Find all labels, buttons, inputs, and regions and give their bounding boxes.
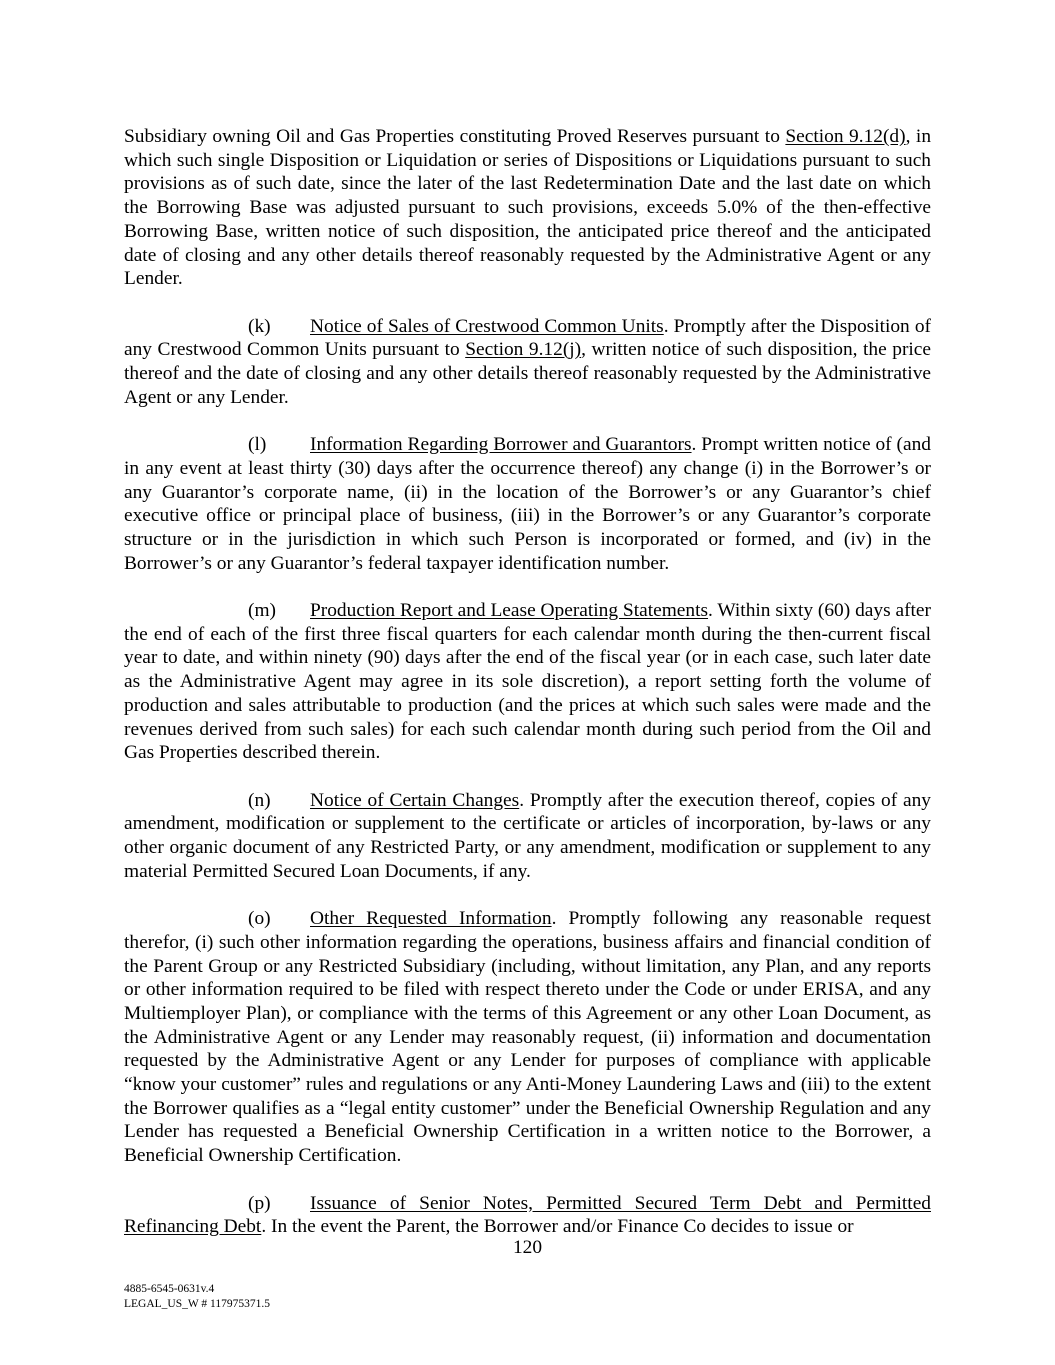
document-body — [124, 125, 931, 1263]
paragraph-m — [124, 599, 931, 765]
clause-label: (m) — [248, 600, 276, 622]
paragraph-o — [124, 907, 931, 1168]
paragraph-text: Subsidiary owning Oil and Gas Properties constituting Proved Reserves pursuant to — [124, 126, 786, 147]
clause-heading: Issuance of Senior Notes, Permitted Secured Term Debt and Permitted Refinancing Debt — [124, 1192, 931, 1238]
clause-label: (l) — [248, 434, 267, 456]
clause-label: (n) — [248, 789, 271, 811]
paragraph-text: . In the event the Parent, the Borrower and/or Finance Co decides to issue or — [261, 1216, 854, 1238]
section-reference: Section 9.12(j) — [465, 339, 582, 361]
clause-label: (o) — [248, 908, 271, 930]
clause-heading: Other Requested Information — [310, 908, 552, 930]
paragraph-text: , in which such single Disposition or Liquidation or series of Dispositions or Liquidations pursuant to such provisions as of such date, since the later of the last Redetermination Date and the last date on which the Borrowing Base was adjusted pursuant to such provisions, exceeds 5.0% of the then-effective Borrowing Base, written notice of such disposition, the anticipated price thereof and the anticipated date of closing and any other details thereof reasonably requested by the Administrative Agent or any Lender. — [124, 126, 932, 290]
paragraph-text: . Promptly after the Disposition of any Crestwood Common Units pursuant to — [124, 315, 932, 361]
clause-heading: Production Report and Lease Operating Statements — [310, 600, 709, 622]
section-reference: Section 9.12(d) — [785, 126, 906, 147]
paragraph-text: . Promptly following any reasonable request therefor, (i) such other information regarding the operations, business affairs and financial condition of the Parent Group or any Restricted Subsidiary (including, without limitation, any Plan, and any reports or other information required to be filed with respect thereto under the Code or under ERISA, and any Multiemployer Plan), or compliance with the terms of this Agreement or any other Loan Document, as the Administrative Agent or any Lender may reasonably request, (ii) information and documentation requested by the Administrative Agent or any Lender for purposes of compliance with applicable “know your customer” rules and regulations or any Anti-Money Laundering Laws and (iii) to the extent the Borrower qualifies as a “legal entity customer” under the Beneficial Ownership Regulation and any Lender has requested a Beneficial Ownership Certification in a written notice to the Borrower, a Beneficial Ownership Certification. — [124, 908, 931, 1167]
paragraph-l — [124, 433, 931, 575]
clause-label: (p) — [248, 1192, 271, 1214]
paragraph-continuation — [124, 125, 931, 291]
paragraph-n — [124, 789, 931, 884]
footer-doc-id: 4885-6545-0631v.4 — [124, 1283, 215, 1295]
clause-heading: Notice of Sales of Crestwood Common Units — [310, 315, 664, 337]
document-footer — [124, 1282, 270, 1311]
clause-heading: Information Regarding Borrower and Guarantors — [310, 434, 692, 456]
paragraph-text: . Within sixty (60) days after the end of each of the first three fiscal quarters for each calendar month during the then-current fiscal year to date, and within ninety (90) days after the end of the fiscal year (or in each case, such later date as the Administrative Agent may agree in its sole discretion), a report setting forth the volume of production and sales attributable to production (and the prices at which such sales were made and the revenues derived from such sales) for each such calendar month during such period from the Oil and Gas Properties described therein. — [124, 600, 931, 764]
clause-heading: Notice of Certain Changes — [310, 789, 520, 811]
clause-label: (k) — [248, 315, 271, 337]
paragraph-text: , written notice of such disposition, the price thereof and the date of closing and any other details thereof reasonably requested by the Administrative Agent or any Lender. — [124, 339, 932, 408]
paragraph-text: . Promptly after the execution thereof, copies of any amendment, modification or supplement to the certificate or articles of incorporation, by-laws or any other organic document of any Restricted Party, or any amendment, modification or supplement to any material Permitted Secured Loan Documents, if any. — [124, 789, 931, 882]
footer-legal-id: LEGAL_US_W # 117975371.5 — [124, 1297, 270, 1310]
paragraph-k — [124, 315, 931, 410]
page-number: 120 — [512, 1237, 543, 1258]
paragraph-text: . Prompt written notice of (and in any event at least thirty (30) days after the occurrence thereof) any change (i) in the Borrower’s or any Guarantor’s corporate name, (ii) in the location of the Borrower’s or any Guarantor’s chief executive office or principal place of business, (iii) in the Borrower’s or any Guarantor’s corporate structure or in the jurisdiction in which such Person is incorporated or formed, and (iv) in the Borrower’s or any Guarantor’s federal taxpayer identification number. — [124, 434, 931, 574]
paragraph-p — [124, 1192, 931, 1239]
